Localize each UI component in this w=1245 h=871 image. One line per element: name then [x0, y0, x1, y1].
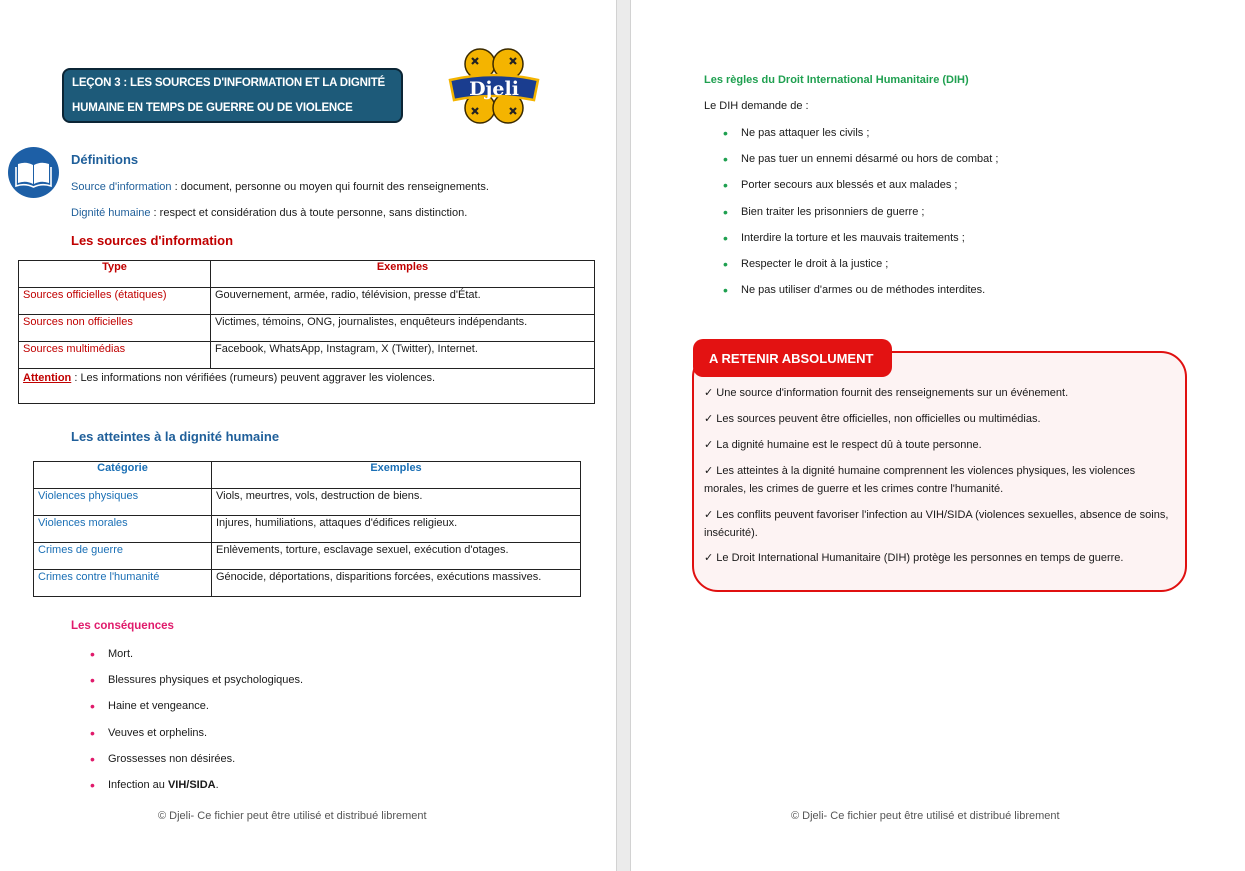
table-row: [19, 342, 595, 369]
list-item-text: Infection au: [108, 778, 168, 791]
list-item-text: Veuves et orphelins.: [108, 726, 208, 739]
list-item: [90, 724, 303, 753]
table-row: [34, 516, 581, 543]
djeli-logo: [444, 44, 544, 128]
table-row: [34, 543, 581, 570]
sources-heading: Les sources d'information: [71, 233, 234, 248]
type-cell: Sources officielles (étatiques): [19, 288, 211, 315]
list-item: [723, 125, 998, 153]
retenir-item: ✓ Le Droit International Humanitaire (DIH) protège les personnes en temps de guerre.: [704, 552, 1124, 564]
list-item-bold: VIH/SIDA: [167, 778, 216, 791]
sources-table: [18, 260, 595, 404]
atteintes-table: [33, 461, 581, 597]
table-row: [34, 489, 581, 516]
category-cell: Violences physiques: [34, 489, 212, 516]
definitions-heading: Définitions: [71, 152, 139, 167]
list-item: [90, 776, 303, 805]
bullet-icon: •: [723, 125, 728, 141]
bullet-icon: •: [723, 203, 728, 220]
definition-source: [71, 181, 489, 193]
bullet-icon: •: [90, 698, 95, 715]
left-footer: © Djeli- Ce fichier peut être utilisé et distribué librement: [158, 810, 427, 822]
logo-text: Djeli: [469, 78, 519, 100]
column-header: Exemples: [211, 261, 595, 288]
consequences-list: [90, 646, 304, 805]
retenir-item: ✓ La dignité humaine est le respect dû à toute personne.: [704, 439, 982, 451]
retenir-item: ✓ Les conflits peuvent favoriser l'infection au VIH/SIDA (violences sexuelles, absence de soins, insécurité).: [704, 509, 1169, 539]
attention-text: : Les informations non vérifiées (rumeurs) peuvent aggraver les violences.: [74, 372, 436, 384]
retenir-title: A RETENIR ABSOLUMENT: [693, 339, 892, 377]
category-cell: Crimes de guerre: [34, 543, 212, 570]
atteintes-heading: Les atteintes à la dignité humaine: [71, 429, 280, 444]
bullet-icon: •: [723, 177, 728, 194]
list-item-text: Bien traiter les prisonniers de guerre ;: [741, 205, 925, 218]
list-item: [90, 750, 303, 779]
open-book-icon: [8, 147, 59, 198]
examples-cell: Gouvernement, armée, radio, télévision, presse d'État.: [211, 288, 595, 315]
list-item: [723, 151, 999, 179]
list-item-text: Blessures physiques et psychologiques.: [108, 674, 304, 687]
retenir-item: ✓ Une source d'information fournit des renseignements sur un événement.: [704, 387, 1069, 399]
definition-text: : document, personne ou moyen qui fournit des renseignements.: [171, 181, 489, 193]
attention-note: [19, 369, 595, 404]
list-item: [90, 646, 303, 674]
bullet-icon: •: [90, 776, 95, 793]
lesson-title: LEÇON 3 : LES SOURCES D'INFORMATION ET LA DIGNITÉ HUMAINE EN TEMPS DE GUERRE OU DE VIOLENCE: [62, 68, 403, 123]
definition-term: Source d'information: [71, 181, 172, 193]
list-item-text: Haine et vengeance.: [108, 700, 209, 713]
bullet-icon: •: [90, 724, 95, 741]
bullet-icon: •: [90, 646, 95, 662]
table-row: [34, 570, 581, 597]
list-item: [723, 229, 998, 258]
definition-text: : respect et considération dus à toute personne, sans distinction.: [150, 207, 468, 219]
bullet-icon: •: [723, 229, 728, 246]
bullet-icon: •: [90, 672, 95, 689]
list-item: [90, 698, 303, 726]
bullet-icon: •: [723, 151, 728, 168]
type-cell: Sources multimédias: [19, 342, 211, 369]
list-item-text: Interdire la torture et les mauvais traitements ;: [741, 231, 965, 244]
attention-label: Attention: [23, 372, 72, 384]
dih-heading: Les règles du Droit International Humanitaire (DIH): [704, 74, 969, 86]
dih-intro: Le DIH demande de :: [704, 100, 809, 112]
column-header: Exemples: [212, 462, 581, 489]
table-row: [19, 288, 595, 315]
type-cell: Sources non officielles: [19, 315, 211, 342]
list-item-text: Respecter le droit à la justice ;: [741, 257, 889, 270]
retenir-item: ✓ Les sources peuvent être officielles, non officielles ou multimédias.: [704, 413, 1041, 425]
category-cell: Violences morales: [34, 516, 212, 543]
list-item: [723, 282, 998, 310]
list-item: [723, 203, 998, 232]
dih-list: [723, 125, 999, 310]
column-header: Type: [19, 261, 211, 288]
examples-cell: Génocide, déportations, disparitions forcées, exécutions massives.: [212, 570, 581, 597]
list-item-text: Ne pas utiliser d'armes ou de méthodes interdites.: [741, 284, 986, 297]
list-item-text: Mort.: [108, 648, 134, 660]
table-header-row: [19, 261, 595, 288]
table-row: [19, 315, 595, 342]
retenir-item: ✓ Les atteintes à la dignité humaine comprennent les violences physiques, les violences morales, les crimes de guerre et les crimes contre l'humanité.: [704, 465, 1136, 495]
list-item: [723, 177, 998, 205]
table-header-row: [34, 462, 581, 489]
consequences-heading: Les conséquences: [71, 620, 174, 632]
list-item-suffix: .: [215, 778, 219, 791]
examples-cell: Injures, humiliations, attaques d'édifices religieux.: [212, 516, 581, 543]
bullet-icon: •: [90, 750, 95, 767]
list-item-text: Grossesses non désirées.: [108, 752, 236, 765]
right-footer: © Djeli- Ce fichier peut être utilisé et distribué librement: [791, 810, 1060, 822]
examples-cell: Enlèvements, torture, esclavage sexuel, exécution d'otages.: [212, 543, 581, 570]
examples-cell: Victimes, témoins, ONG, journalistes, enquêteurs indépendants.: [211, 315, 595, 342]
list-item: [90, 672, 304, 700]
list-item-text: Porter secours aux blessés et aux malades ;: [741, 179, 958, 192]
table-note-row: [19, 369, 595, 404]
bullet-icon: •: [723, 255, 728, 272]
column-header: Catégorie: [34, 462, 212, 489]
definition-dignite: [71, 207, 467, 219]
list-item-text: Ne pas tuer un ennemi désarmé ou hors de combat ;: [741, 153, 999, 166]
list-item-text: Ne pas attaquer les civils ;: [741, 127, 870, 139]
page-gap: [616, 0, 631, 871]
examples-cell: Viols, meurtres, vols, destruction de biens.: [212, 489, 581, 516]
definition-term: Dignité humaine: [71, 207, 151, 219]
examples-cell: Facebook, WhatsApp, Instagram, X (Twitter), Internet.: [211, 342, 595, 369]
category-cell: Crimes contre l'humanité: [34, 570, 212, 597]
list-item: [723, 255, 998, 284]
bullet-icon: •: [723, 282, 728, 299]
